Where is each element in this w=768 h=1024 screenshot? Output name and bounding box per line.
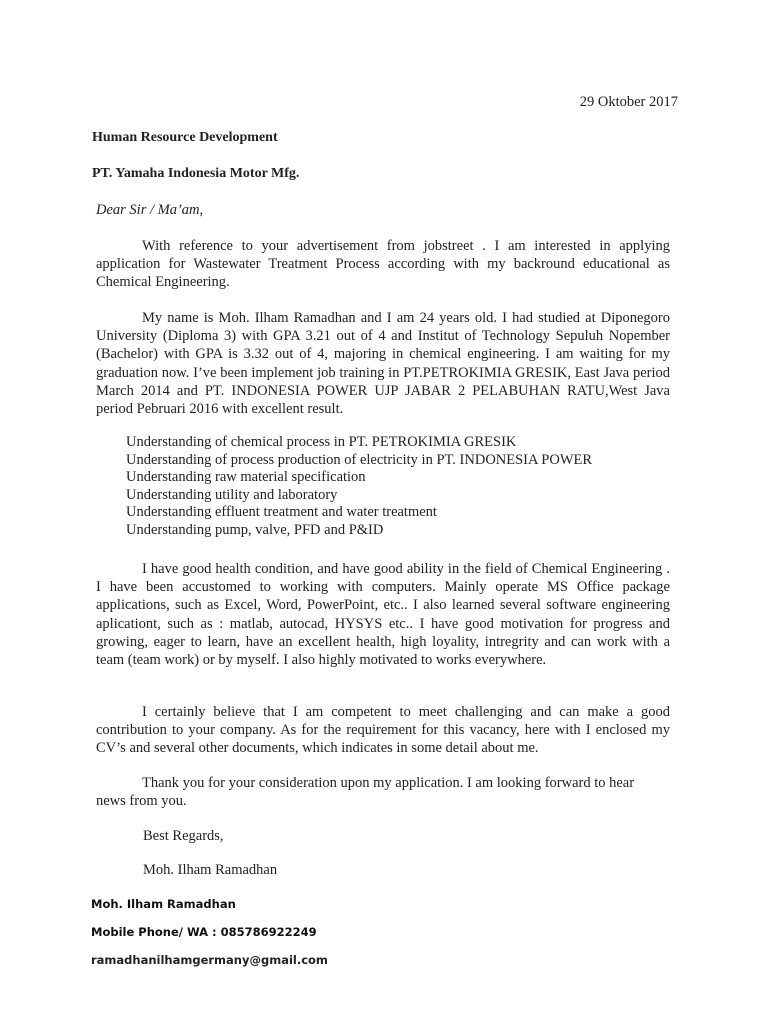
recipient-department: Human Resource Development xyxy=(92,130,278,145)
contact-phone xyxy=(91,925,317,939)
phone-number: 085786922249 xyxy=(220,925,317,939)
skills-list xyxy=(126,434,592,540)
paragraph-3: I have good health condition, and have good ability in the field of Chemical Engineering . I have been accustomed to working with computers. Mainly operate MS Office package applications, such as Excel, Word, PowerPoint, etc.. I also learned several software engineering aplicationt, such as : matlab, autocad, HYSYS etc.. I have good motivation for progress and growing, eager to learn, have an excellent health, high loyality, intregrity and can work with a team (team work) or by myself. I also highly motivated to works everywhere. xyxy=(96,561,670,669)
contact-email[interactable] xyxy=(91,953,328,967)
paragraph-1: With reference to your advertisement from jobstreet . I am interested in applying application for Wastewater Treatment Process according with my backround educational as Chemical Engineering. xyxy=(96,238,670,291)
list-item: Understanding of chemical process in PT. PETROKIMIA GRESIK xyxy=(126,434,517,450)
phone-label: Mobile Phone/ WA : xyxy=(91,925,221,939)
list-item: Understanding of process production of electricity in PT. INDONESIA POWER xyxy=(126,451,593,468)
list-item: Understanding raw material specification xyxy=(126,469,366,486)
paragraph-4: I certainly believe that I am competent to meet challenging and can make a good contribution to your company. As for the requirement for this vacancy, here with I enclosed my CV’s and several other documents, which indicates in some detail about me. xyxy=(96,704,670,757)
recipient-company: PT. Yamaha Indonesia Motor Mfg. xyxy=(92,166,300,181)
list-item: Understanding effluent treatment and water treatment xyxy=(126,504,437,521)
letter-date: 29 Oktober 2017 xyxy=(579,94,678,110)
email-address[interactable]: ramadhanilhamgermany@gmail.com xyxy=(91,953,328,967)
list-item: Understanding utility and laboratory xyxy=(126,486,338,503)
closing: Best Regards, xyxy=(143,828,224,844)
paragraph-5: Thank you for your consideration upon my application. I am looking forward to hear news from you. xyxy=(96,775,635,810)
contact-name: Moh. Ilham Ramadhan xyxy=(91,897,236,911)
list-item: Understanding pump, valve, PFD and P&ID xyxy=(126,521,384,538)
salutation: Dear Sir / Ma’am, xyxy=(96,202,204,218)
paragraph-2: My name is Moh. Ilham Ramadhan and I am 24 years old. I had studied at Diponegoro University (Diploma 3) with GPA 3.21 out of 4 and Institut of Technology Sepuluh Nopember (Bachelor) with GPA is 3.32 out of 4, majoring in chemical engineering. I am waiting for my graduation now. I’ve been implement job training in PT.PETROKIMIA GRESIK, East Java period March 2014 and PT. INDONESIA POWER UJP JABAR 2 PELABUHAN RATU,West Java period Pebruari 2016 with excellent result. xyxy=(96,310,670,418)
signature-name: Moh. Ilham Ramadhan xyxy=(143,862,278,878)
